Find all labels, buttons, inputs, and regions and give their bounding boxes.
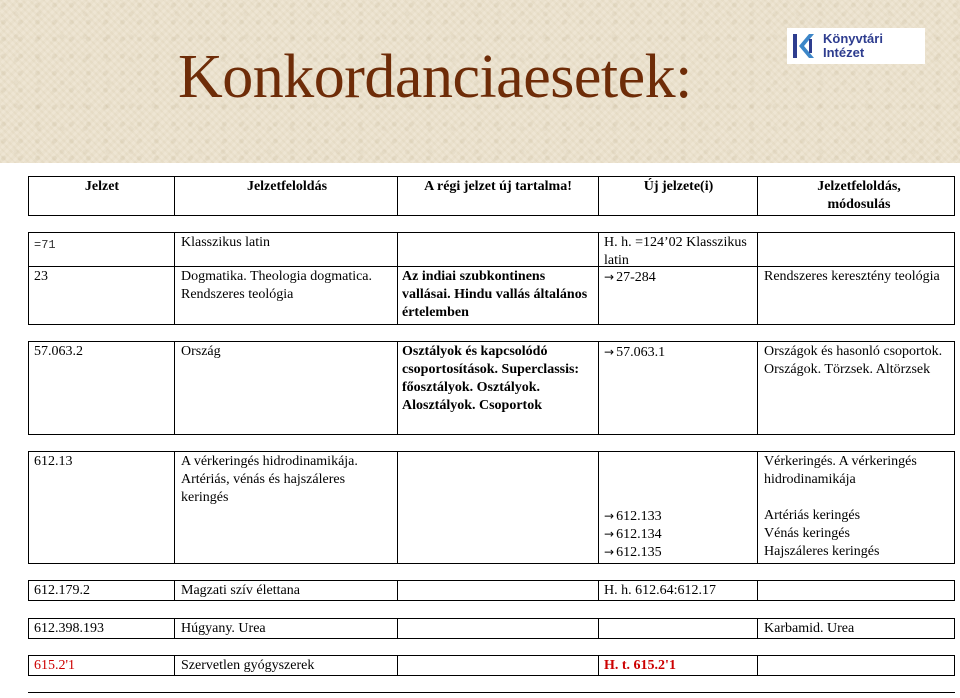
row-modositas: Országok és hasonló csoportok. Országok. Törzsek. Altörzsek [757, 341, 955, 435]
table-row [28, 655, 955, 676]
header-jelzet: Jelzet [28, 176, 175, 216]
row-jelzet: 23 [28, 266, 175, 325]
slide-title: Konkordanciaesetek: [178, 43, 692, 111]
row-jelzet: 612.398.193 [28, 618, 175, 639]
table-row [28, 451, 955, 564]
logo-line-1: Könyvtári [823, 31, 883, 46]
sub-jelzet-value: 612.133 [616, 509, 662, 524]
row-jelzetfeloldas: Ország [174, 341, 398, 435]
arrow-right-icon: → [604, 509, 615, 523]
row-uj-tartalom [397, 232, 599, 267]
arrow-right-icon: → [604, 527, 615, 541]
row-jelzet: 57.063.2 [28, 341, 175, 435]
row-jelzet: 615.2'1 [28, 655, 175, 676]
row-uj-jelzet-value: 27-284 [616, 270, 656, 285]
table-row [28, 618, 955, 639]
arrow-right-icon: → [604, 345, 615, 359]
row-modositas: Rendszeres keresztény teológia [757, 266, 955, 325]
row-jelzetfeloldas: Szervetlen gyógyszerek [174, 655, 398, 676]
table-row [28, 341, 955, 435]
header-uj-jelzet: Új jelzete(i) [598, 176, 758, 216]
sub-jelzet [604, 525, 753, 543]
logo-mark-icon [791, 31, 817, 61]
sub-jelzet-value: 612.135 [616, 545, 662, 560]
row-uj-jelzet [598, 341, 758, 435]
sub-jelzet [604, 543, 753, 561]
sub-jelzet [604, 507, 753, 525]
row-jelzet: =71 [28, 232, 175, 267]
row-uj-jelzet [598, 618, 758, 639]
row-modositas [757, 451, 955, 564]
sub-nev: Vénás keringés [764, 526, 850, 541]
row-jelzetfeloldas: Magzati szív élettana [174, 580, 398, 601]
row-modositas-main: Vérkeringés. A vérkeringés hidrodinamikája [764, 454, 917, 487]
sub-nev: Artériás keringés [764, 508, 861, 523]
sub-nev: Hajszáleres keringés [764, 544, 880, 559]
row-uj-jelzet: H. t. 615.2'1 [598, 655, 758, 676]
slide-header [0, 0, 960, 163]
row-jelzetfeloldas: A vérkeringés hidrodinamikája. Artériás, vénás és hajszáleres keringés [174, 451, 398, 564]
row-modositas: Karbamid. Urea [757, 618, 955, 639]
row-uj-jelzet [598, 451, 758, 564]
header-modositas: Jelzetfeloldás, módosulás [757, 176, 955, 216]
row-uj-jelzet-value: 57.063.1 [616, 345, 666, 360]
row-uj-tartalom: Osztályok és kapcsolódó csoportosítások. Superclassis: főosztályok. Osztályok. Alosztályok. Csoportok [397, 341, 599, 435]
table-row [28, 580, 955, 601]
header-jelzetfeloldas: Jelzetfeloldás [174, 176, 398, 216]
row-modositas [757, 655, 955, 676]
arrow-right-icon: → [604, 545, 615, 559]
row-uj-jelzet: H. h. =124’02 Klasszikus latin [598, 232, 758, 267]
logo-text [823, 32, 883, 60]
row-uj-tartalom [397, 655, 599, 676]
row-uj-jelzet [598, 266, 758, 325]
row-jelzetfeloldas: Klasszikus latin [174, 232, 398, 267]
table-row [28, 266, 955, 325]
table-header-row [28, 176, 955, 216]
row-jelzetfeloldas: Húgyany. Urea [174, 618, 398, 639]
row-jelzet: 612.179.2 [28, 580, 175, 601]
row-jelzet: 612.13 [28, 451, 175, 564]
row-modositas [757, 232, 955, 267]
row-uj-jelzet: H. h. 612.64:612.17 [598, 580, 758, 601]
row-modositas [757, 580, 955, 601]
sub-jelzet-value: 612.134 [616, 527, 662, 542]
header-uj-tartalom: A régi jelzet új tartalma! [397, 176, 599, 216]
library-institute-logo [787, 28, 925, 64]
row-uj-tartalom [397, 618, 599, 639]
logo-line-2: Intézet [823, 45, 865, 60]
bottom-divider [28, 692, 955, 693]
arrow-right-icon: → [604, 270, 615, 284]
table-row [28, 232, 955, 267]
row-uj-tartalom: Az indiai szubkontinens vallásai. Hindu vallás általános értelemben [397, 266, 599, 325]
row-jelzetfeloldas: Dogmatika. Theologia dogmatica. Rendszeres teológia [174, 266, 398, 325]
row-uj-tartalom [397, 451, 599, 564]
row-uj-tartalom [397, 580, 599, 601]
